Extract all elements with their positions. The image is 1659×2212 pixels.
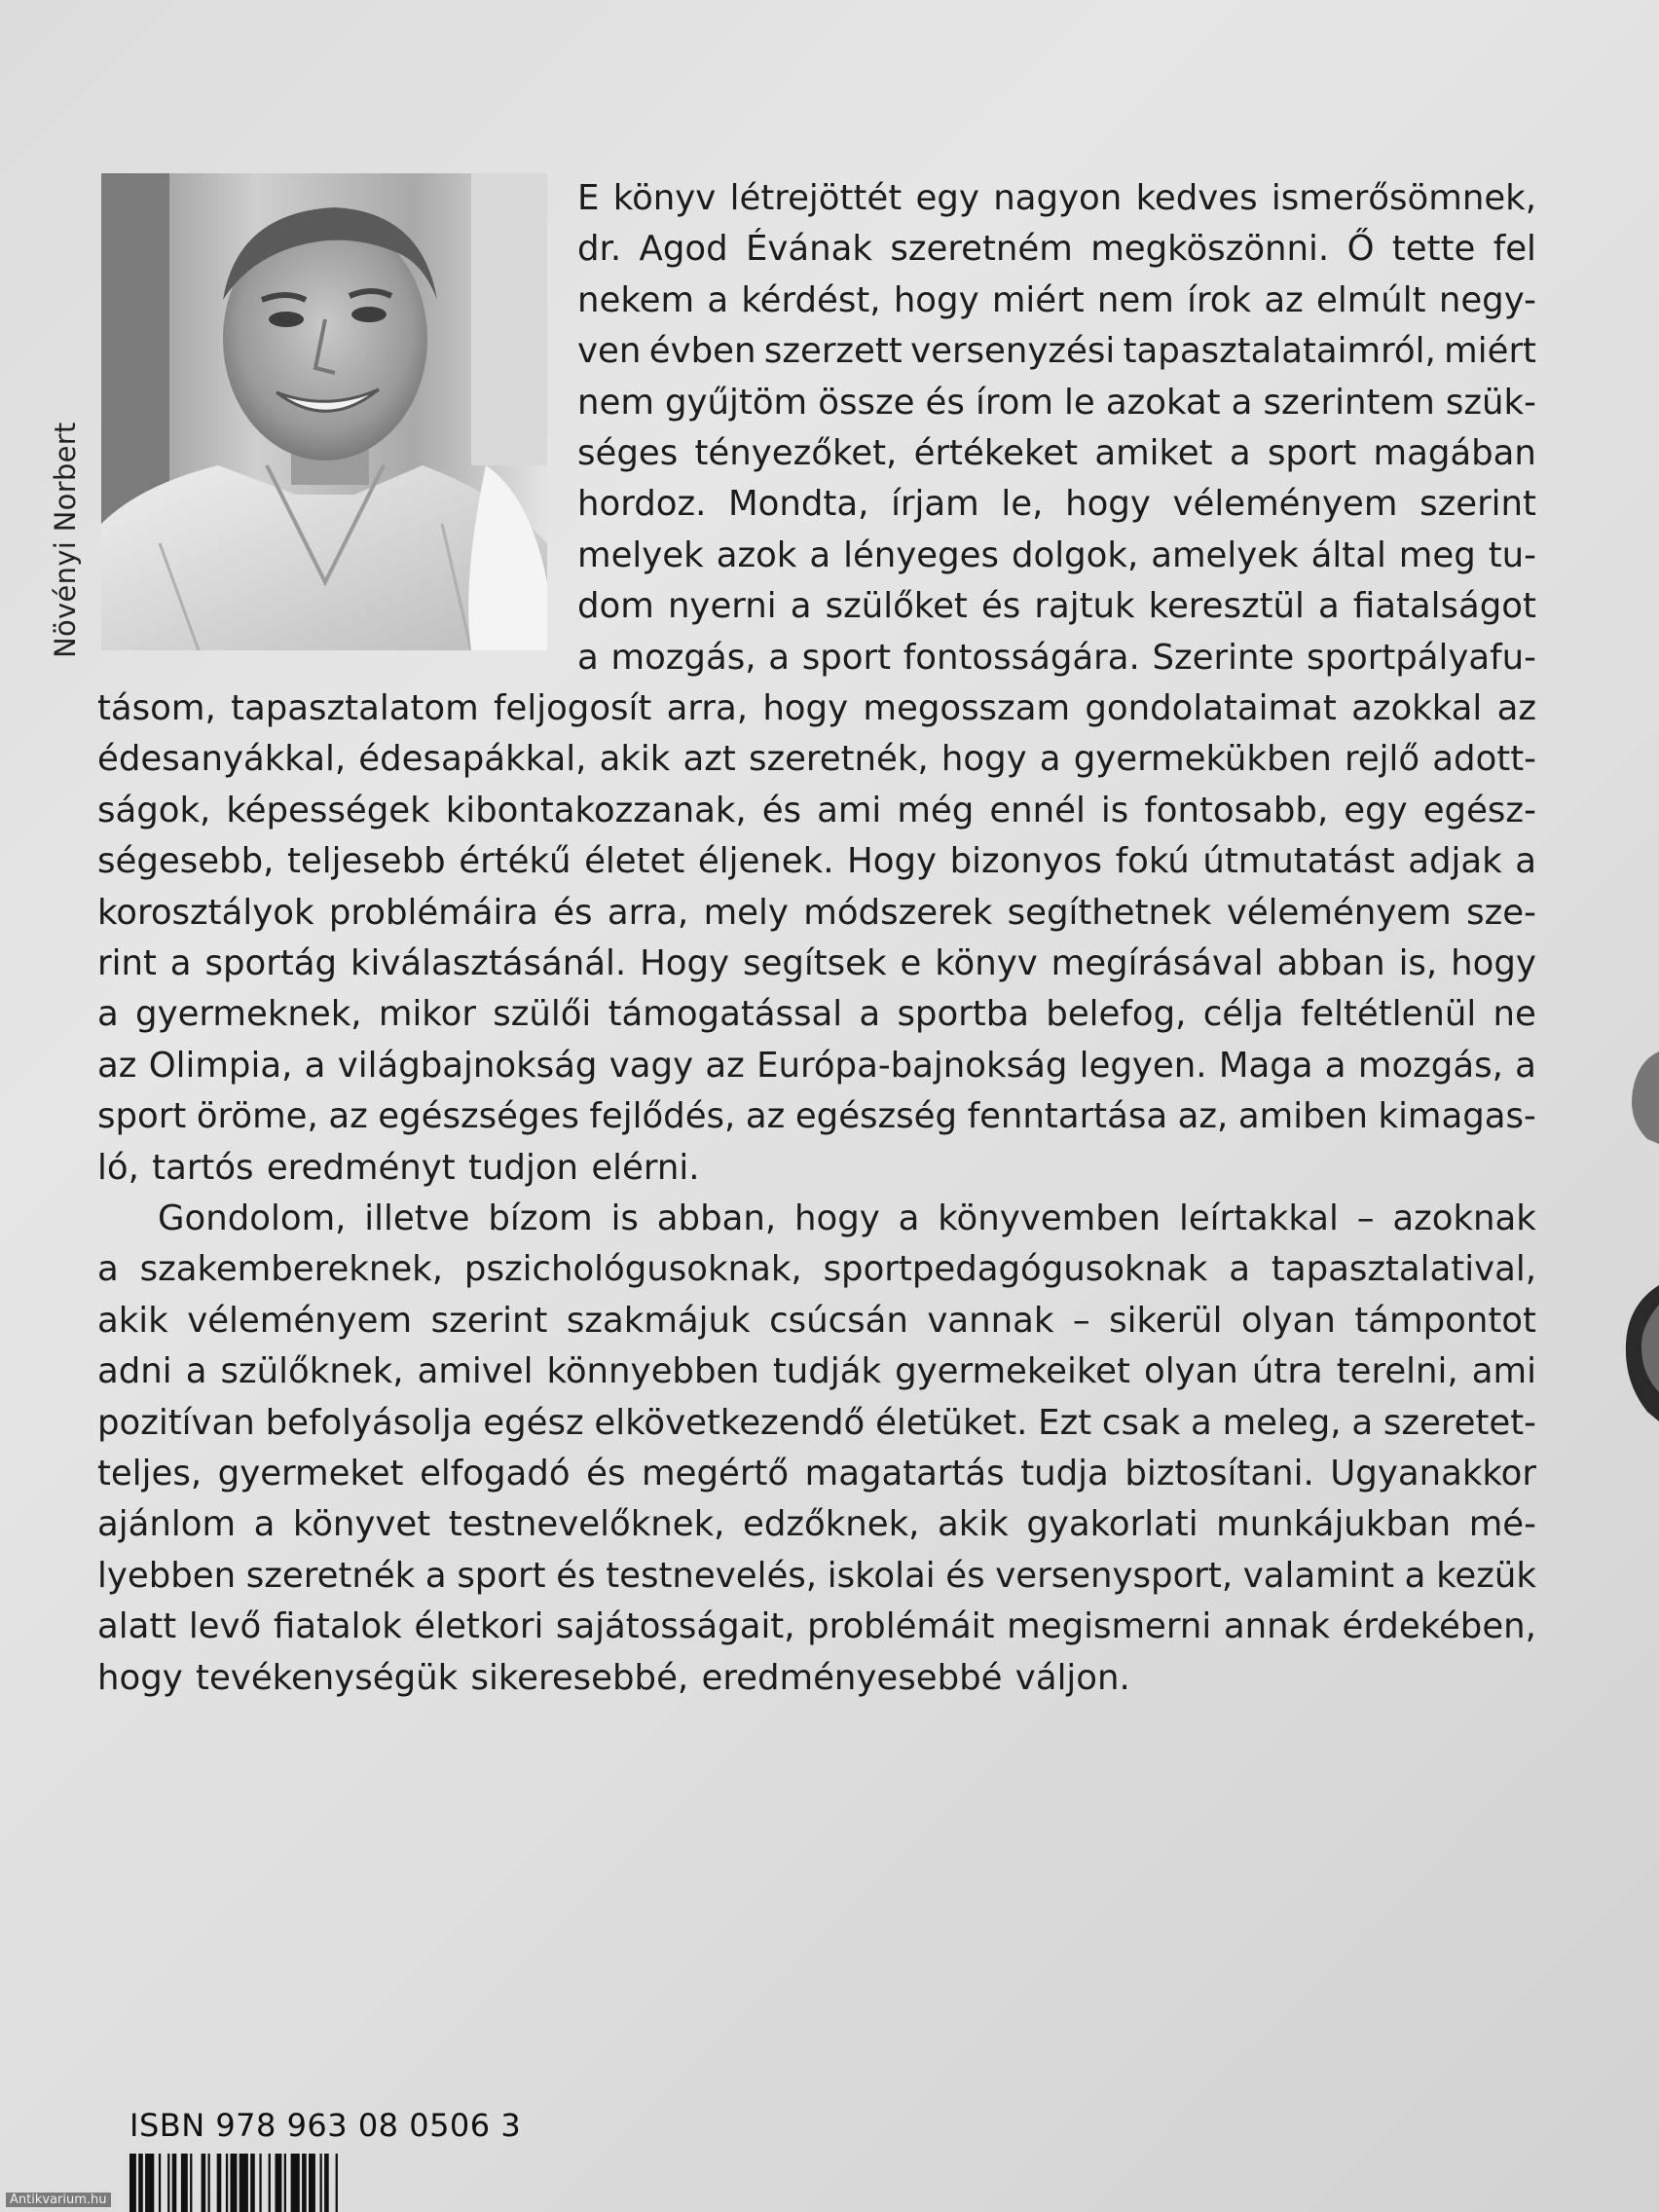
cropped-figure-icon (1608, 1051, 1659, 1421)
watermark: Antikvarium.hu (6, 2193, 111, 2207)
isbn-number: ISBN 978 963 08 0506 3 (129, 2107, 522, 2144)
barcode-bar (240, 2154, 248, 2212)
text-line: teljes, gyermeket elfogadó és megértő magatartás tudja biztosítani. Ugyanakkor (97, 1454, 1536, 1493)
text-line: hogy tevékenységük sikeresebbé, eredményesebbé váljon. (97, 1657, 1130, 1698)
text-line: a mozgás, a sport fontosságára. Szerinte sportpályafu- (577, 637, 1536, 678)
text-line: a gyermeknek, mikor szülői támogatással a sportba belefog, célja feltétlenül ne (97, 994, 1536, 1035)
author-portrait-photo (101, 173, 547, 650)
text-line: pozitívan befolyásolja egész elkövetkezendő életüket. Ezt csak a meleg, a szeretet- (97, 1402, 1536, 1443)
barcode-bar (129, 2154, 136, 2212)
barcode-bar (181, 2154, 188, 2212)
text-line: ségesebb, teljesebb értékű életet éljenek. Hogy bizonyos fokú útmutatást adjak a (97, 841, 1536, 882)
text-line: alatt levő fiatalok életkori sajátosságait, problémáit megismerni annak érdekében, (97, 1606, 1536, 1647)
barcode-bar (159, 2154, 161, 2212)
barcode-bar (226, 2154, 228, 2212)
barcode-bar (302, 2154, 307, 2212)
text-line: akik véleményem szerint szakmájuk csúcsán vannak – sikerül olyan támpontot (97, 1300, 1536, 1341)
barcode-bar (291, 2154, 300, 2212)
barcode-bar (250, 2154, 255, 2212)
text-line: hordoz. Mondta, írjam le, hogy véleményem szerint (577, 484, 1536, 525)
barcode-bar (217, 2154, 222, 2212)
text-line: sport öröme, az egészséges fejlődés, az egészség fenntartása az, amiben kimagas- (97, 1096, 1536, 1137)
text-line: séges tényezőket, értékeket amiket a sport magában (577, 433, 1536, 473)
text-line: lyebben szeretnék a sport és testnevelés, iskolai és versenysport, valamint a kezük (97, 1555, 1536, 1596)
barcode-bar (231, 2154, 238, 2212)
barcode-bar (138, 2154, 143, 2212)
text-line: adni a szülőknek, amivel könnyebben tudják gyermekeiket olyan útra terelni, ami (97, 1351, 1536, 1392)
barcode-bar (284, 2154, 286, 2212)
portrait-icon (101, 173, 547, 650)
text-line: dr. Agod Évának szeretném megköszönni. Ő tette fel (577, 229, 1536, 270)
text-line: nem gyűjtöm össze és írom le azokat a szerintem szük- (577, 382, 1536, 423)
text-line: nekem a kérdést, hogy miért nem írok az elmúlt negy- (577, 279, 1536, 320)
text-line: Gondolom, illetve bízom is abban, hogy a könyvemben leírtakkal – azoknak (158, 1198, 1536, 1238)
text-line: rint a sportág kiválasztásánál. Hogy segítsek e könyv megírásával abban is, hogy (97, 943, 1536, 983)
text-line: melyek azok a lényeges dolgok, amelyek által meg tu- (577, 535, 1536, 575)
barcode-bar (145, 2154, 154, 2212)
text-line: az Olimpia, a világbajnokság vagy az Európa-bajnokság legyen. Maga a mozgás, a (97, 1045, 1536, 1086)
photo-credit: Növényi Norbert (49, 422, 82, 658)
text-line: dom nyerni a szülőket és rajtuk keresztül a fiatalságot (577, 586, 1536, 627)
text-line: ságok, képességek kibontakozzanak, és ami még ennél is fontosabb, egy egész- (97, 790, 1536, 830)
barcode-bar (320, 2154, 322, 2212)
barcode-bar (190, 2154, 192, 2212)
barcode-bar (202, 2154, 206, 2212)
text-line: ajánlom a könyvet testnevelőknek, edzőknek, akik gyakorlati munkájukban mé- (97, 1504, 1536, 1545)
barcode-bar (167, 2154, 169, 2212)
text-line: tásom, tapasztalatom feljogosít arra, hogy megosszam gondolataimat azokkal az (97, 688, 1536, 728)
barcode-bar (276, 2154, 282, 2212)
text-line: ló, tartós eredményt tudjon elérni. (97, 1147, 700, 1188)
text-line: a szakembereknek, pszichológusoknak, sportpedagógusoknak a tapasztalatival, (97, 1249, 1536, 1290)
barcode-bar (172, 2154, 177, 2212)
barcode-bar (208, 2154, 210, 2212)
text-line: édesanyákkal, édesapákkal, akik azt szeretnék, hogy a gyermekükben rejlő adott- (97, 739, 1536, 780)
barcode-bar (259, 2154, 261, 2212)
barcode-bar (309, 2154, 315, 2212)
text-line: korosztályok problémáira és arra, mely módszerek segíthetnek véleményem sze- (97, 892, 1536, 933)
text-line: ven évben szerzett versenyzési tapasztalataimról, miért (577, 331, 1536, 372)
barcode-bar (336, 2154, 338, 2212)
barcode-icon (129, 2154, 465, 2212)
barcode-bar (324, 2154, 329, 2212)
text-line: E könyv létrejöttét egy nagyon kedves ismerősömnek, (577, 178, 1536, 218)
barcode-bar (269, 2154, 271, 2212)
